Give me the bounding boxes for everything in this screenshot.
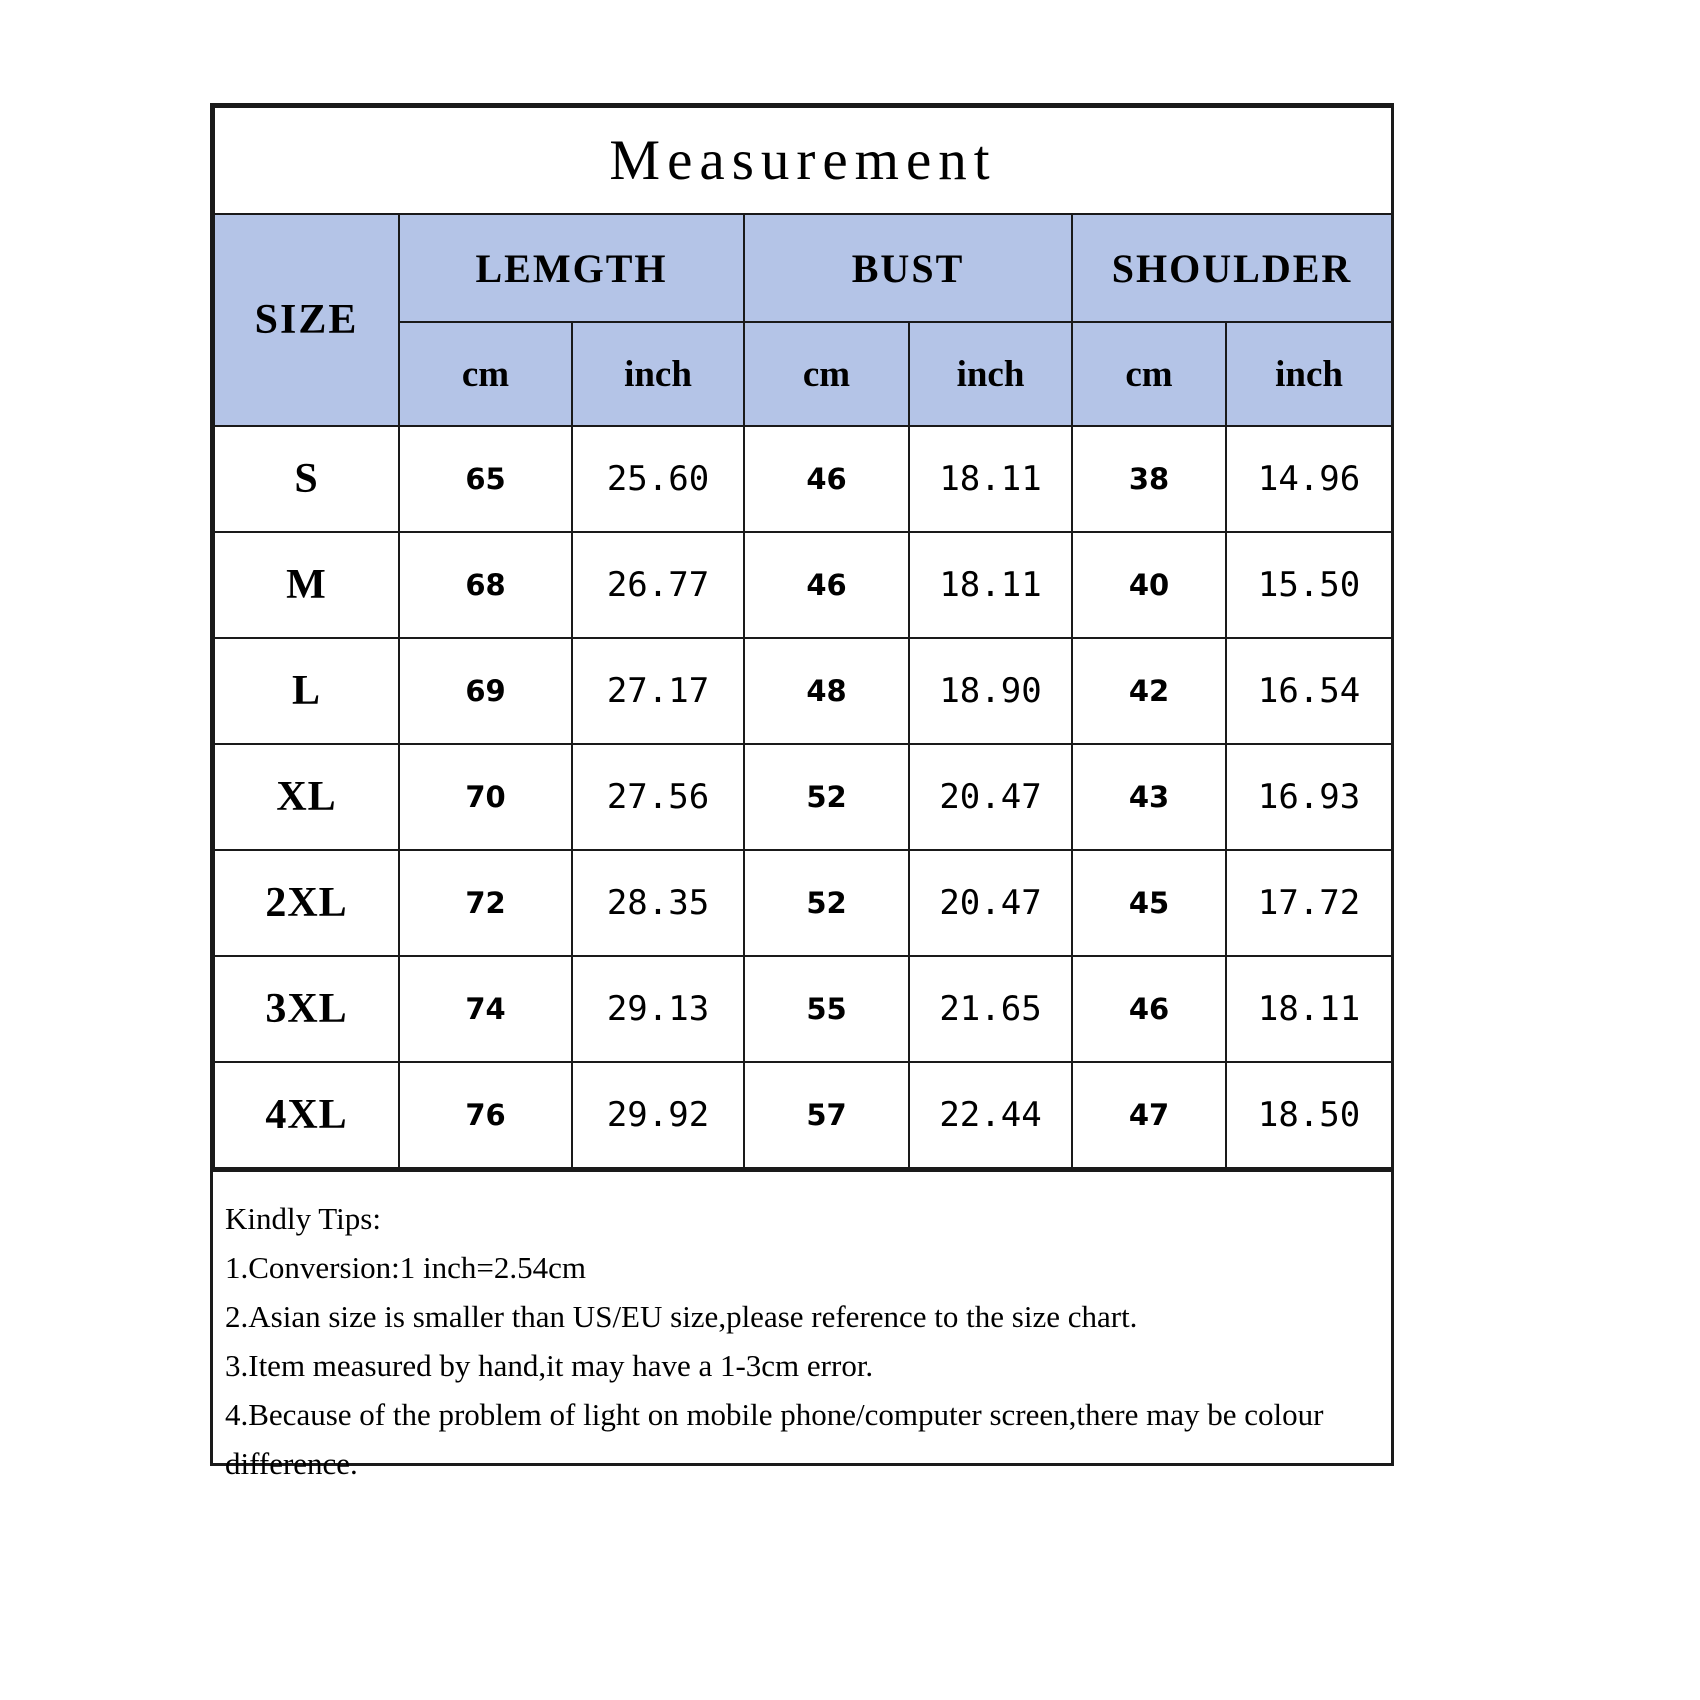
shoulder-cm-cell: 40	[1072, 532, 1226, 638]
length-inch-cell: 27.56	[572, 744, 744, 850]
size-row-m	[214, 532, 1392, 638]
bust-inch-cell: 18.11	[909, 426, 1072, 532]
shoulder-inch-cell: 14.96	[1226, 426, 1392, 532]
subheader-shoulder-inch: inch	[1226, 322, 1392, 426]
shoulder-inch-cell: 18.50	[1226, 1062, 1392, 1168]
length-inch-cell: 27.17	[572, 638, 744, 744]
bust-cm-cell: 52	[744, 850, 909, 956]
subheader-bust-cm: cm	[744, 322, 909, 426]
size-label: S	[214, 426, 399, 532]
size-row-3xl	[214, 956, 1392, 1062]
length-cm-cell: 76	[399, 1062, 572, 1168]
kindly-tips-section	[213, 1169, 1391, 1481]
bust-cm-cell: 55	[744, 956, 909, 1062]
shoulder-cm-cell: 43	[1072, 744, 1226, 850]
shoulder-inch-cell: 15.50	[1226, 532, 1392, 638]
shoulder-inch-cell: 18.11	[1226, 956, 1392, 1062]
tip-line-4: 4.Because of the problem of light on mobile phone/computer screen,there may be colour difference.	[225, 1397, 1324, 1481]
bust-inch-cell: 18.90	[909, 638, 1072, 744]
measurement-table	[213, 106, 1393, 1169]
col-header-size: SIZE	[214, 214, 399, 426]
bust-inch-cell: 22.44	[909, 1062, 1072, 1168]
length-cm-cell: 65	[399, 426, 572, 532]
group-header-shoulder: SHOULDER	[1072, 214, 1392, 322]
group-header-length: LEMGTH	[399, 214, 744, 322]
size-row-4xl	[214, 1062, 1392, 1168]
size-label: 3XL	[214, 956, 399, 1062]
group-header-row	[214, 214, 1392, 322]
length-inch-cell: 29.92	[572, 1062, 744, 1168]
size-row-l	[214, 638, 1392, 744]
tip-line-3: 3.Item measured by hand,it may have a 1-3cm error.	[225, 1348, 874, 1383]
subheader-length-inch: inch	[572, 322, 744, 426]
size-row-2xl	[214, 850, 1392, 956]
group-header-bust: BUST	[744, 214, 1072, 322]
shoulder-inch-cell: 16.54	[1226, 638, 1392, 744]
tips-heading: Kindly Tips:	[225, 1201, 381, 1236]
size-row-xl	[214, 744, 1392, 850]
length-cm-cell: 68	[399, 532, 572, 638]
shoulder-cm-cell: 42	[1072, 638, 1226, 744]
length-inch-cell: 29.13	[572, 956, 744, 1062]
shoulder-cm-cell: 47	[1072, 1062, 1226, 1168]
length-cm-cell: 72	[399, 850, 572, 956]
measurement-panel	[210, 103, 1394, 1481]
size-row-s	[214, 426, 1392, 532]
size-label: M	[214, 532, 399, 638]
bust-inch-cell: 21.65	[909, 956, 1072, 1062]
subheader-bust-inch: inch	[909, 322, 1072, 426]
size-label: 2XL	[214, 850, 399, 956]
length-cm-cell: 69	[399, 638, 572, 744]
length-cm-cell: 74	[399, 956, 572, 1062]
measurement-title: Measurement	[214, 107, 1392, 214]
shoulder-inch-cell: 16.93	[1226, 744, 1392, 850]
shoulder-cm-cell: 38	[1072, 426, 1226, 532]
shoulder-inch-cell: 17.72	[1226, 850, 1392, 956]
size-label: 4XL	[214, 1062, 399, 1168]
subheader-length-cm: cm	[399, 322, 572, 426]
length-inch-cell: 25.60	[572, 426, 744, 532]
shoulder-cm-cell: 45	[1072, 850, 1226, 956]
tip-line-1: 1.Conversion:1 inch=2.54cm	[225, 1250, 587, 1285]
shoulder-cm-cell: 46	[1072, 956, 1226, 1062]
bust-inch-cell: 20.47	[909, 744, 1072, 850]
size-label: XL	[214, 744, 399, 850]
title-row	[214, 107, 1392, 214]
bust-cm-cell: 57	[744, 1062, 909, 1168]
bust-inch-cell: 18.11	[909, 532, 1072, 638]
bust-cm-cell: 46	[744, 426, 909, 532]
tip-line-2: 2.Asian size is smaller than US/EU size,please reference to the size chart.	[225, 1299, 1138, 1334]
bust-cm-cell: 46	[744, 532, 909, 638]
subheader-shoulder-cm: cm	[1072, 322, 1226, 426]
bust-cm-cell: 48	[744, 638, 909, 744]
size-label: L	[214, 638, 399, 744]
bust-inch-cell: 20.47	[909, 850, 1072, 956]
length-inch-cell: 26.77	[572, 532, 744, 638]
length-inch-cell: 28.35	[572, 850, 744, 956]
length-cm-cell: 70	[399, 744, 572, 850]
bust-cm-cell: 52	[744, 744, 909, 850]
